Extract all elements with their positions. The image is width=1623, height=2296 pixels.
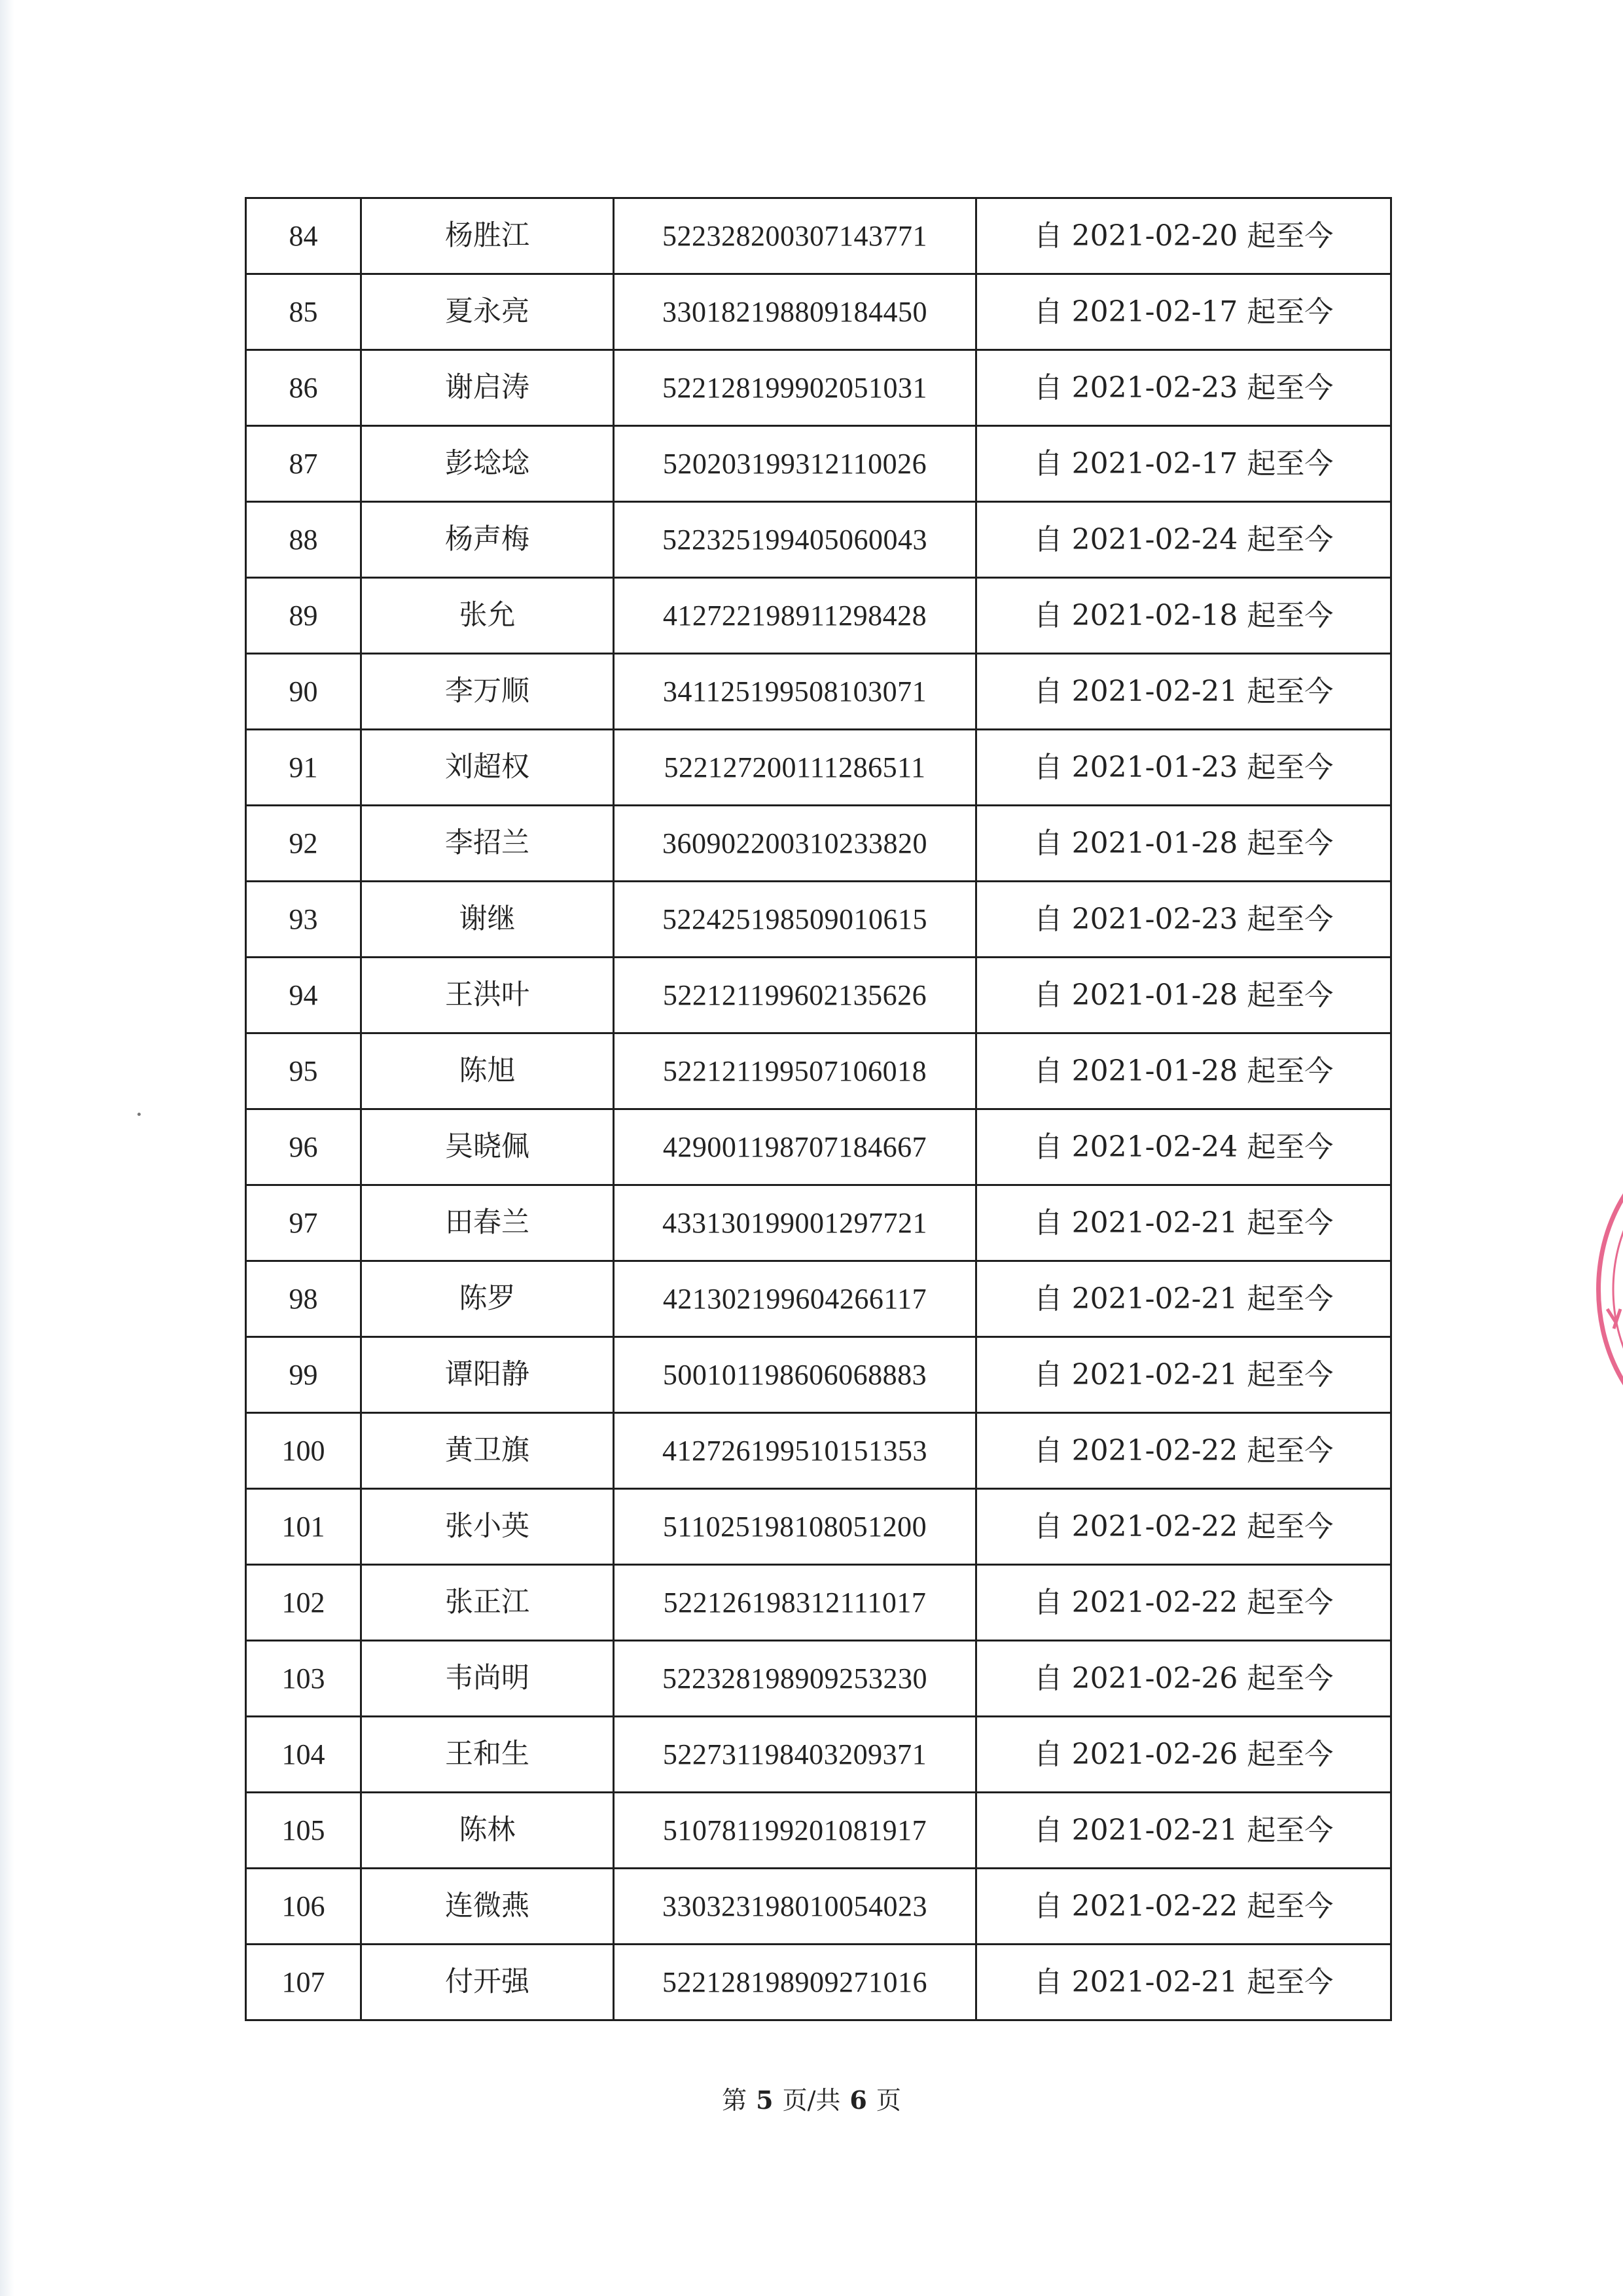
person-name: 刘超权 (361, 730, 614, 806)
period: 自 2021-02-21 起至今 (976, 1185, 1391, 1261)
id-number: 510781199201081917 (614, 1793, 976, 1869)
id-number: 500101198606068883 (614, 1337, 976, 1413)
row-number: 84 (246, 198, 361, 274)
table-row (246, 1261, 1391, 1337)
records-table-body (246, 198, 1391, 2020)
person-name: 付开强 (361, 1945, 614, 2020)
id-number: 433130199001297721 (614, 1185, 976, 1261)
person-name: 彭埝埝 (361, 426, 614, 502)
period: 自 2021-02-17 起至今 (976, 426, 1391, 502)
period: 自 2021-02-18 起至今 (976, 578, 1391, 654)
table-row (246, 806, 1391, 882)
period: 自 2021-02-22 起至今 (976, 1869, 1391, 1945)
records-table (245, 197, 1392, 2021)
id-number: 522128199902051031 (614, 350, 976, 426)
row-number: 96 (246, 1109, 361, 1185)
row-number: 93 (246, 882, 361, 958)
row-number: 104 (246, 1717, 361, 1793)
table-row (246, 1337, 1391, 1413)
period: 自 2021-02-21 起至今 (976, 1261, 1391, 1337)
id-number: 522328198909253230 (614, 1641, 976, 1717)
person-name: 陈罗 (361, 1261, 614, 1337)
period: 自 2021-02-17 起至今 (976, 274, 1391, 350)
table-row (246, 1413, 1391, 1489)
period: 自 2021-02-23 起至今 (976, 350, 1391, 426)
person-name: 韦尚明 (361, 1641, 614, 1717)
period: 自 2021-01-28 起至今 (976, 958, 1391, 1033)
person-name: 杨胜江 (361, 198, 614, 274)
person-name: 王洪叶 (361, 958, 614, 1033)
id-number: 330323198010054023 (614, 1869, 976, 1945)
page-footer (0, 2080, 1623, 2116)
row-number: 98 (246, 1261, 361, 1337)
period: 自 2021-02-23 起至今 (976, 882, 1391, 958)
scan-speck (137, 1113, 141, 1116)
table-row (246, 274, 1391, 350)
period: 自 2021-01-28 起至今 (976, 1033, 1391, 1109)
period: 自 2021-02-21 起至今 (976, 1337, 1391, 1413)
table-row (246, 1489, 1391, 1565)
table-row (246, 1033, 1391, 1109)
table-row (246, 198, 1391, 274)
row-number: 92 (246, 806, 361, 882)
row-number: 90 (246, 654, 361, 730)
table-row (246, 426, 1391, 502)
period: 自 2021-02-24 起至今 (976, 1109, 1391, 1185)
row-number: 97 (246, 1185, 361, 1261)
id-number: 522121199507106018 (614, 1033, 976, 1109)
row-number: 94 (246, 958, 361, 1033)
row-number: 105 (246, 1793, 361, 1869)
table-row (246, 882, 1391, 958)
row-number: 85 (246, 274, 361, 350)
person-name: 黄卫旗 (361, 1413, 614, 1489)
row-number: 101 (246, 1489, 361, 1565)
person-name: 张允 (361, 578, 614, 654)
row-number: 100 (246, 1413, 361, 1489)
row-number: 87 (246, 426, 361, 502)
id-number: 360902200310233820 (614, 806, 976, 882)
row-number: 89 (246, 578, 361, 654)
current-page-number: 5 (756, 2085, 774, 2115)
period: 自 2021-01-28 起至今 (976, 806, 1391, 882)
person-name: 李万顺 (361, 654, 614, 730)
period: 自 2021-02-21 起至今 (976, 1945, 1391, 2020)
period: 自 2021-02-22 起至今 (976, 1413, 1391, 1489)
person-name: 夏永亮 (361, 274, 614, 350)
period: 自 2021-01-23 起至今 (976, 730, 1391, 806)
table-row (246, 1793, 1391, 1869)
footer-prefix: 第 (722, 2086, 747, 2115)
id-number: 522121199602135626 (614, 958, 976, 1033)
person-name: 连微燕 (361, 1869, 614, 1945)
row-number: 103 (246, 1641, 361, 1717)
total-pages-number: 6 (849, 2085, 867, 2115)
table-row (246, 1185, 1391, 1261)
row-number: 91 (246, 730, 361, 806)
id-number: 341125199508103071 (614, 654, 976, 730)
person-name: 谢启涛 (361, 350, 614, 426)
person-name: 吴晓佩 (361, 1109, 614, 1185)
table-row (246, 1717, 1391, 1793)
scan-edge (0, 0, 14, 2296)
period: 自 2021-02-22 起至今 (976, 1489, 1391, 1565)
person-name: 谭阳静 (361, 1337, 614, 1413)
person-name: 张小英 (361, 1489, 614, 1565)
footer-middle: 页/共 (782, 2086, 841, 2115)
table-row (246, 654, 1391, 730)
id-number: 522325199405060043 (614, 502, 976, 578)
id-number: 522328200307143771 (614, 198, 976, 274)
period: 自 2021-02-20 起至今 (976, 198, 1391, 274)
id-number: 520203199312110026 (614, 426, 976, 502)
id-number: 522127200111286511 (614, 730, 976, 806)
id-number: 522128198909271016 (614, 1945, 976, 2020)
id-number: 522731198403209371 (614, 1717, 976, 1793)
id-number: 522425198509010615 (614, 882, 976, 958)
table-row (246, 1641, 1391, 1717)
row-number: 106 (246, 1869, 361, 1945)
row-number: 95 (246, 1033, 361, 1109)
table-row (246, 1565, 1391, 1641)
partial-seal-stamp (1561, 1113, 1623, 1466)
id-number: 412722198911298428 (614, 578, 976, 654)
id-number: 412726199510151353 (614, 1413, 976, 1489)
row-number: 88 (246, 502, 361, 578)
id-number: 511025198108051200 (614, 1489, 976, 1565)
id-number: 421302199604266117 (614, 1261, 976, 1337)
person-name: 陈林 (361, 1793, 614, 1869)
period: 自 2021-02-24 起至今 (976, 502, 1391, 578)
footer-suffix: 页 (876, 2086, 901, 2115)
table-row (246, 1945, 1391, 2020)
id-number: 522126198312111017 (614, 1565, 976, 1641)
person-name: 陈旭 (361, 1033, 614, 1109)
person-name: 张正江 (361, 1565, 614, 1641)
period: 自 2021-02-26 起至今 (976, 1717, 1391, 1793)
table-row (246, 502, 1391, 578)
period: 自 2021-02-21 起至今 (976, 654, 1391, 730)
table-row (246, 1109, 1391, 1185)
period: 自 2021-02-21 起至今 (976, 1793, 1391, 1869)
period: 自 2021-02-22 起至今 (976, 1565, 1391, 1641)
row-number: 86 (246, 350, 361, 426)
person-name: 李招兰 (361, 806, 614, 882)
person-name: 杨声梅 (361, 502, 614, 578)
person-name: 田春兰 (361, 1185, 614, 1261)
period: 自 2021-02-26 起至今 (976, 1641, 1391, 1717)
person-name: 谢继 (361, 882, 614, 958)
person-name: 王和生 (361, 1717, 614, 1793)
table-row (246, 958, 1391, 1033)
row-number: 99 (246, 1337, 361, 1413)
id-number: 429001198707184667 (614, 1109, 976, 1185)
table-row (246, 730, 1391, 806)
table-row (246, 578, 1391, 654)
row-number: 107 (246, 1945, 361, 2020)
id-number: 330182198809184450 (614, 274, 976, 350)
row-number: 102 (246, 1565, 361, 1641)
table-row (246, 350, 1391, 426)
table-row (246, 1869, 1391, 1945)
